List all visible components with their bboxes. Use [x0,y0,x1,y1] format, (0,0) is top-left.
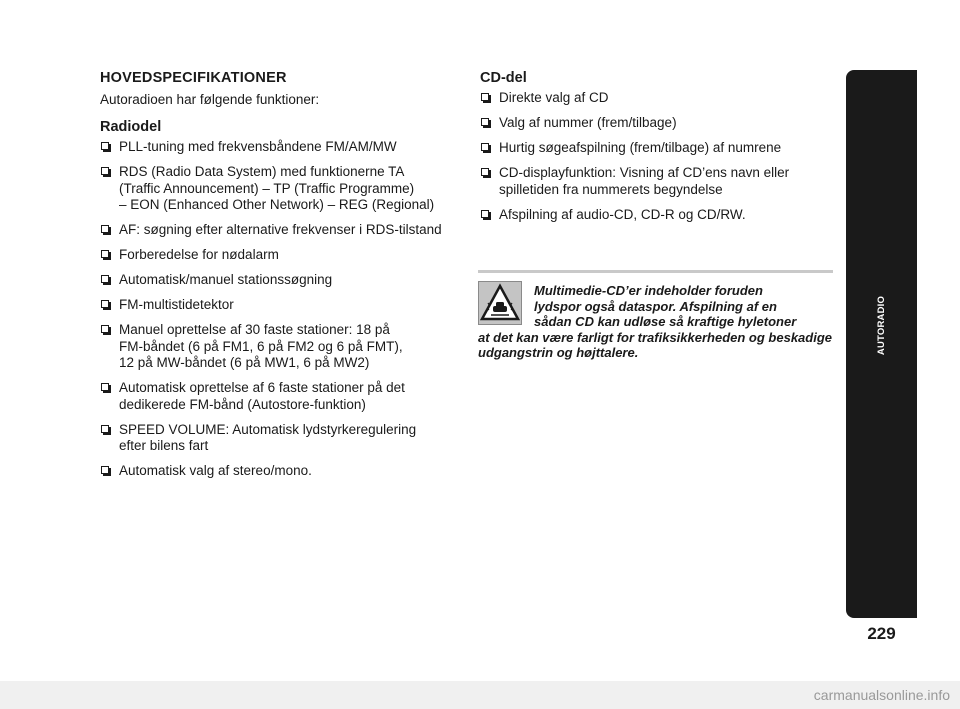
checkbox-bullet-icon [101,300,109,308]
watermark: carmanualsonline.info [0,681,960,709]
list-item: CD-displayfunktion: Visning af CD’ens navn eller spilletiden fra nummerets begyndelse [480,165,820,198]
checkbox-bullet-icon [101,275,109,283]
checkbox-bullet-icon [101,167,109,175]
list-item: AF: søgning efter alternative frekvenser i RDS-tilstand [100,222,462,239]
warning-divider [478,270,833,273]
checkbox-bullet-icon [101,425,109,433]
radio-feature-list [100,139,462,480]
list-item: Valg af nummer (frem/tilbage) [480,115,820,132]
list-item: PLL-tuning med frekvensbåndene FM/AM/MW [100,139,462,156]
checkbox-bullet-icon [481,168,489,176]
checkbox-bullet-icon [481,118,489,126]
list-item: Automatisk/manuel stationssøgning [100,272,462,289]
list-item: Automatisk valg af stereo/mono. [100,463,462,480]
checkbox-bullet-icon [481,210,489,218]
checkbox-bullet-icon [101,142,109,150]
left-column [100,70,462,488]
intro-text: Autoradioen har følgende funktioner: [100,92,320,107]
list-item: Direkte valg af CD [480,90,820,107]
checkbox-bullet-icon [481,93,489,101]
list-item: Manuel oprettelse af 30 faste stationer: 18 på FM-båndet (6 på FM1, 6 på FM2 og 6 på FMT), 12 på MW-båndet (6 på MW1, 6 på MW2) [100,322,462,372]
list-item: Hurtig søgeafspilning (frem/tilbage) af numrene [480,140,820,157]
checkbox-bullet-icon [101,225,109,233]
checkbox-bullet-icon [101,250,109,258]
main-heading: HOVEDSPECIFIKATIONER [100,70,287,86]
list-item: Forberedelse for nødalarm [100,247,462,264]
list-item: FM-multistidetektor [100,297,462,314]
page-number: 229 [867,624,896,643]
checkbox-bullet-icon [101,466,109,474]
list-item: Automatisk oprettelse af 6 faste stationer på det dedikerede FM-bånd (Autostore-funktion) [100,380,462,413]
warning-text: Multimedie-CD’er indeholder foruden lydspor også dataspor. Afspilning af en sådan CD kan udløse så kraftige hyletoner at det kan være farligt for trafiksikkerheden og beskadige udgangstrin og højttalere. [478,283,833,360]
list-item: Afspilning af audio-CD, CD-R og CD/RW. [480,207,820,224]
cd-feature-list [480,90,820,223]
radio-subheading: Radiodel [100,119,162,135]
cd-subheading: CD-del [480,70,527,86]
list-item: RDS (Radio Data System) med funktionerne TA (Traffic Announcement) – TP (Traffic Programme) – EON (Enhanced Other Network) – REG (Regional) [100,164,462,214]
list-item: SPEED VOLUME: Automatisk lydstyrkeregulering efter bilens fart [100,422,462,455]
side-tab-label: AUTORADIO [876,295,887,356]
checkbox-bullet-icon [101,325,109,333]
right-column [480,70,820,232]
checkbox-bullet-icon [101,383,109,391]
checkbox-bullet-icon [481,143,489,151]
warning-box [478,270,833,361]
